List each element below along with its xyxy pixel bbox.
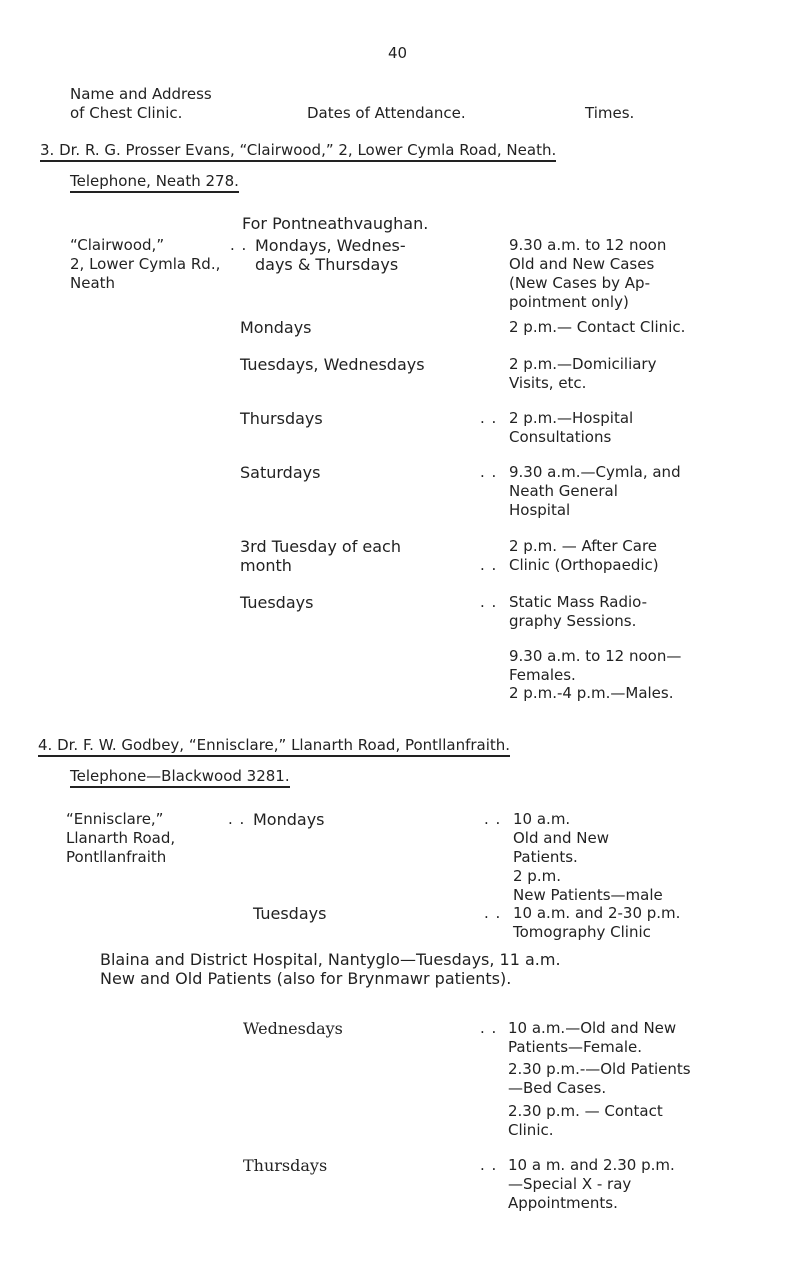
clinic3-time-females: 9.30 a.m. to 12 noon— Females. [509,647,682,684]
clinic3-time-4: 2 p.m.—Hospital Consultations [509,409,634,446]
clinic3-dots: . . [480,556,498,574]
clinic4-dots: . . [484,904,502,922]
blaina-hospital: Blaina and District Hospital, Nantyglo—Tuesdays, 11 a.m. New and Old Patients (also for Brynmawr patients). [100,950,561,988]
clinic3-for-place: For Pontneathvaughan. [242,214,429,233]
clinic3-time-5: 9.30 a.m.—Cymla, and Neath General Hospital [509,463,681,519]
blaina-day-1: Wednesdays [243,1019,343,1038]
blaina-time-2: 2.30 p.m.-—Old Patients —Bed Cases. [508,1060,691,1097]
clinic3-address: “Clairwood,” 2, Lower Cymla Rd., Neath [70,236,221,292]
clinic3-day-3: Tuesdays, Wednesdays [240,355,425,374]
clinic3-dots: . . [480,463,498,481]
header-name-address: Name and Address of Chest Clinic. [70,85,212,122]
clinic3-day-6: 3rd Tuesday of each month [240,537,401,575]
clinic4-time-2: 10 a.m. and 2-30 p.m. Tomography Clinic [513,904,681,941]
clinic3-day-5: Saturdays [240,463,321,482]
clinic3-dots: . . [480,593,498,611]
blaina-dots: . . [480,1156,498,1174]
clinic4-telephone: Telephone—Blackwood 3281. [70,767,290,786]
clinic3-day-7: Tuesdays [240,593,314,612]
blaina-time-1: 10 a.m.—Old and New Patients—Female. [508,1019,677,1056]
clinic4-dots: . . [228,810,246,828]
clinic4-day-1: Mondays [253,810,325,829]
clinic3-time-3: 2 p.m.—Domiciliary Visits, etc. [509,355,657,392]
blaina-time-3: 2.30 p.m. — Contact Clinic. [508,1102,663,1139]
clinic4-address: “Ennisclare,” Llanarth Road, Pontllanfraith [66,810,176,866]
clinic3-time-males: 2 p.m.-4 p.m.—Males. [509,684,674,702]
clinic3-day-4: Thursdays [240,409,323,428]
header-dates: Dates of Attendance. [307,104,466,122]
clinic3-time-1: 9.30 a.m. to 12 noon Old and New Cases (New Cases by Ap- pointment only) [509,236,667,311]
clinic4-day-2: Tuesdays [253,904,327,923]
clinic3-day-2: Mondays [240,318,312,337]
clinic3-time-6: 2 p.m. — After Care Clinic (Orthopaedic) [509,537,659,574]
blaina-time-4: 10 a m. and 2.30 p.m. —Special X - ray Appointments. [508,1156,675,1212]
blaina-day-4: Thursdays [243,1156,328,1175]
clinic4-heading: 4. Dr. F. W. Godbey, “Ennisclare,” Llanarth Road, Pontllanfraith. [38,736,510,755]
clinic3-day-1: Mondays, Wednes- days & Thursdays [255,236,406,274]
blaina-dots: . . [480,1019,498,1037]
clinic3-time-7: Static Mass Radio- graphy Sessions. [509,593,648,630]
page-number: 40 [388,44,408,62]
clinic3-dots: . . [230,236,248,254]
header-times: Times. [585,104,635,122]
clinic3-dots: . . [480,409,498,427]
clinic4-time-1: 10 a.m. Old and New Patients. 2 p.m. New Patients—male [513,810,663,904]
clinic3-time-2: 2 p.m.— Contact Clinic. [509,318,686,336]
clinic4-dots: . . [484,810,502,828]
clinic3-heading: 3. Dr. R. G. Prosser Evans, “Clairwood,” 2, Lower Cymla Road, Neath. [40,141,556,160]
clinic3-telephone: Telephone, Neath 278. [70,172,239,191]
